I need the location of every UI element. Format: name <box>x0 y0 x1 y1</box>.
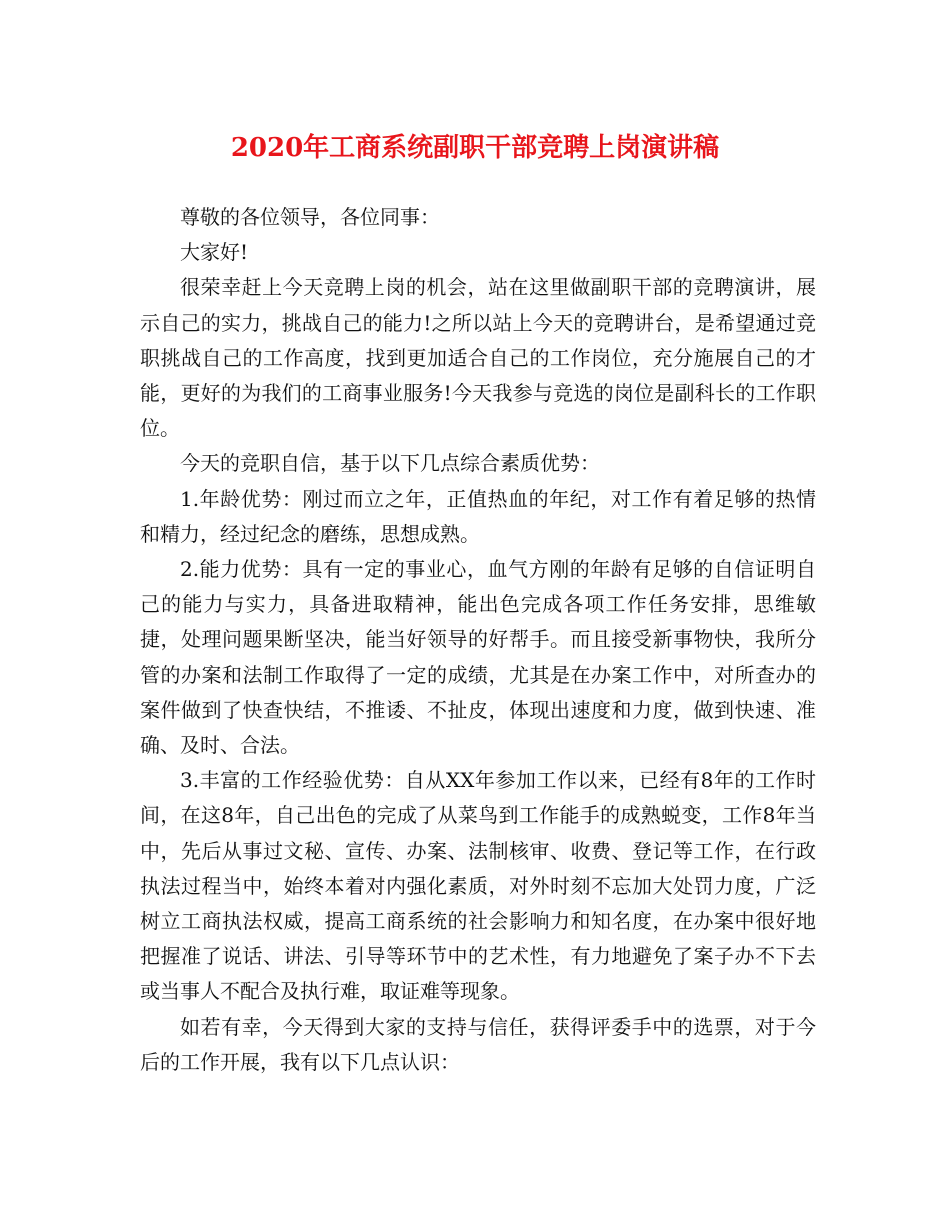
experience-advantage-paragraph: 3.丰富的工作经验优势：自从XX年参加工作以来，已经有8年的工作时间，在这8年，自己出色的完成了从菜鸟到工作能手的成熟蜕变，工作8年当中，先后从事过文秘、宣传、办案、法制核审、收费、登记等工作，在行政执法过程当中，始终本着对内强化素质，对外时刻不忘加大处罚力度，广泛树立工商执法权威，提高工商系统的社会影响力和知名度，在办案中很好地把握准了说话、讲法、引导等环节中的艺术性，有力地避免了案子办不下去或当事人不配合及执行难，取证难等现象。 <box>140 768 816 1004</box>
greeting-paragraph: 尊敬的各位领导，各位同事： <box>180 205 440 229</box>
ability-advantage-paragraph: 2.能力优势：具有一定的事业心，血气方刚的年龄有足够的自信证明自己的能力与实力，具备进取精神，能出色完成各项工作任务安排，思维敏捷，处理问题果断坚决，能当好领导的好帮手。而且接受新事物快，我所分管的办案和法制工作取得了一定的成绩，尤其是在办案工作中，对所查办的案件做到了快查快结，不推诿、不扯皮，体现出速度和力度，做到快速、准确、及时、合法。 <box>140 557 816 758</box>
document-body <box>140 200 816 1080</box>
advantages-intro-paragraph: 今天的竞职自信，基于以下几点综合素质优势： <box>180 451 600 476</box>
outlook-paragraph: 如若有幸，今天得到大家的支持与信任，获得评委手中的选票，对于今后的工作开展，我有以下几点认识： <box>140 1014 816 1074</box>
intro-paragraph: 很荣幸赶上今天竞聘上岗的机会，站在这里做副职干部的竞聘演讲，展示自己的实力，挑战自己的能力!之所以站上今天的竞聘讲台，是希望通过竞职挑战自己的工作高度，找到更加适合自己的工作岗位，充分施展自己的才能，更好的为我们的工商事业服务!今天我参与竞选的岗位是副科长的工作职位。 <box>140 275 816 441</box>
salutation-paragraph: 大家好! <box>180 240 249 265</box>
document-title: 2020年工商系统副职干部竞聘上岗演讲稿 <box>230 133 720 163</box>
age-advantage-paragraph: 1.年龄优势：刚过而立之年，正值热血的年纪，对工作有着足够的热情和精力，经过纪念的磨练，思想成熟。 <box>140 486 816 546</box>
